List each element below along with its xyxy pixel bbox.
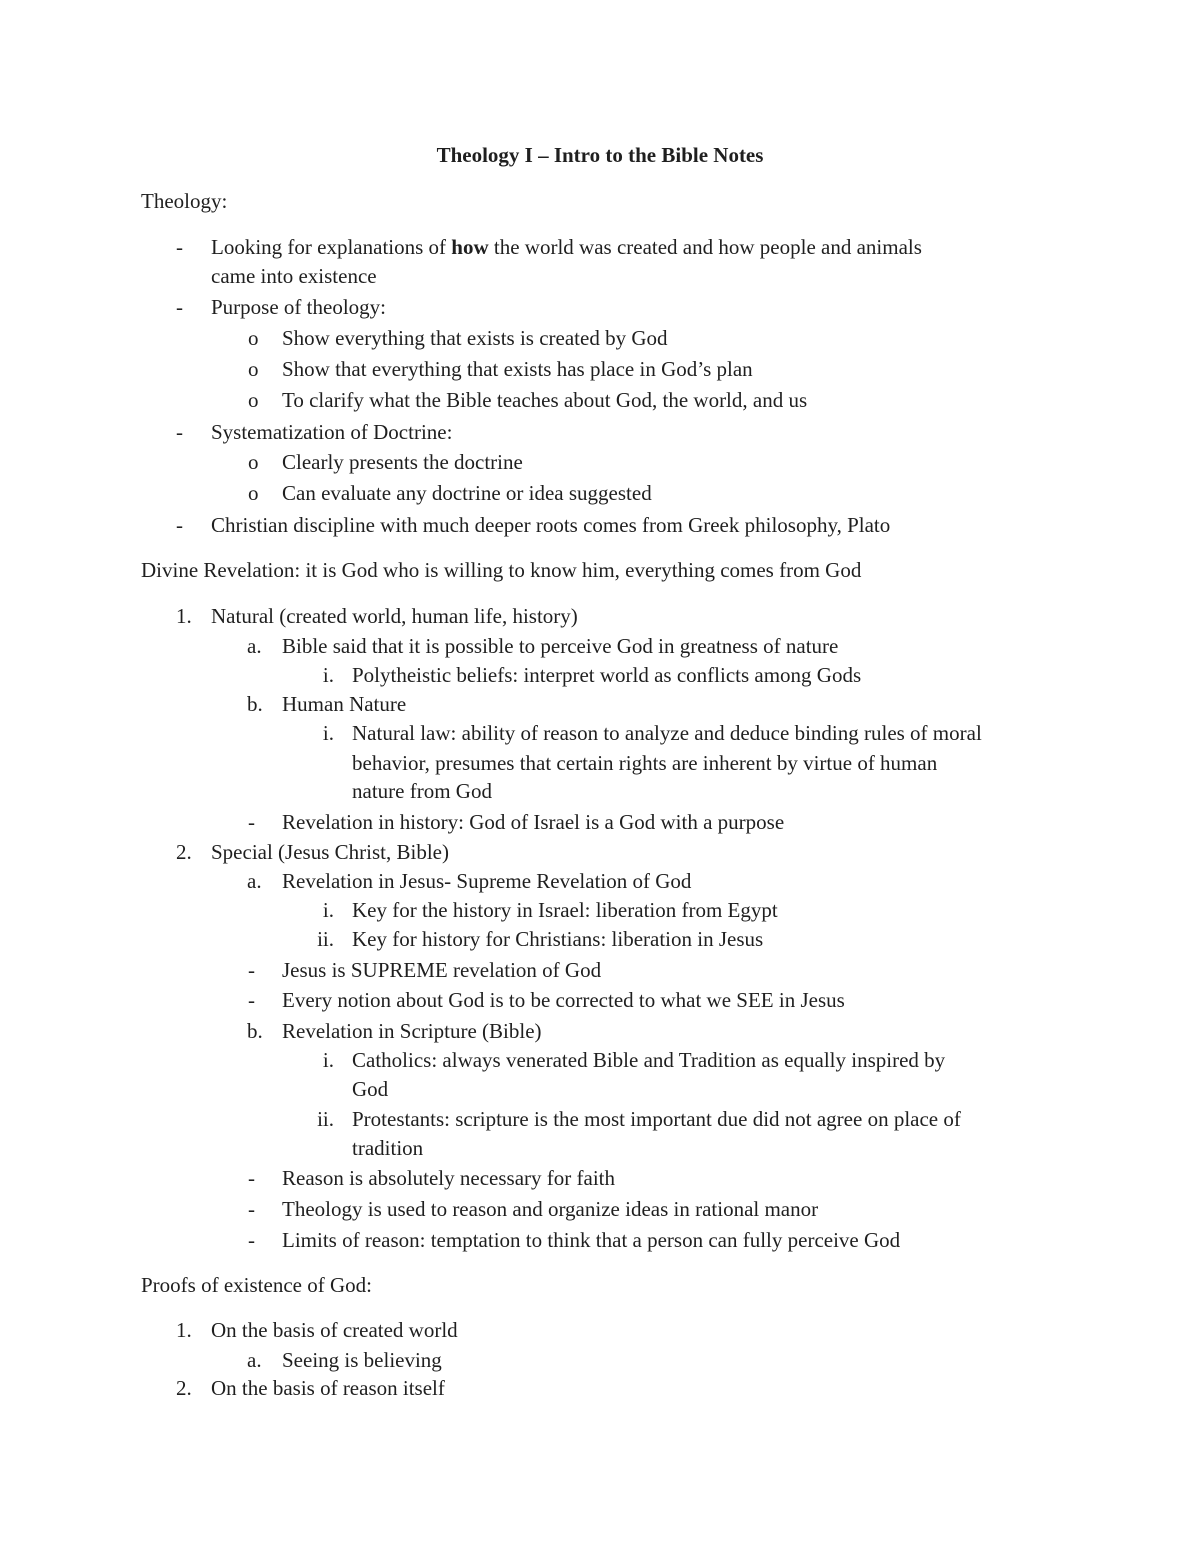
list-item-continuation: behavior, presumes that certain rights are inherent by virtue of human (352, 751, 938, 775)
bullet-dash: - (176, 295, 183, 319)
bullet-circle: o (248, 450, 259, 474)
bullet-dash: - (176, 513, 183, 537)
list-item: Seeing is believing (282, 1348, 442, 1372)
list-item: Revelation in Scripture (Bible) (282, 1019, 542, 1043)
list-item: Systematization of Doctrine: (211, 420, 453, 444)
list-item: Limits of reason: temptation to think that a person can fully perceive God (282, 1228, 901, 1252)
list-roman: ii. (317, 1107, 334, 1131)
list-letter: b. (247, 692, 263, 716)
document-title: Theology I – Intro to the Bible Notes (436, 143, 764, 167)
list-item-continuation: God (352, 1077, 389, 1101)
list-number: 1. (176, 1318, 192, 1342)
list-letter: a. (247, 634, 262, 658)
bullet-dash: - (248, 1197, 255, 1221)
list-number: 1. (176, 604, 192, 628)
list-item: Protestants: scripture is the most important due did not agree on place of (352, 1107, 961, 1131)
list-item: Every notion about God is to be corrected to what we SEE in Jesus (282, 988, 845, 1012)
list-item: Clearly presents the doctrine (282, 450, 523, 474)
list-item: Christian discipline with much deeper roots comes from Greek philosophy, Plato (211, 513, 891, 537)
list-item-continuation: nature from God (352, 779, 492, 803)
list-letter: a. (247, 1348, 262, 1372)
bullet-dash: - (248, 1228, 255, 1252)
list-item: Revelation in Jesus- Supreme Revelation of God (282, 869, 692, 893)
list-number: 2. (176, 1376, 192, 1400)
list-letter: a. (247, 869, 262, 893)
list-item: Catholics: always venerated Bible and Tradition as equally inspired by (352, 1048, 946, 1072)
bullet-circle: o (248, 481, 259, 505)
list-item: On the basis of created world (211, 1318, 458, 1342)
list-item: Polytheistic beliefs: interpret world as conflicts among Gods (352, 663, 862, 687)
list-number: 2. (176, 840, 192, 864)
list-item-continuation: came into existence (211, 264, 377, 288)
section-heading-proofs: Proofs of existence of God: (141, 1273, 372, 1297)
bullet-dash: - (176, 420, 183, 444)
list-roman: i. (322, 1048, 334, 1072)
list-item: Bible said that it is possible to perceive God in greatness of nature (282, 634, 839, 658)
list-item: Revelation in history: God of Israel is a God with a purpose (282, 810, 785, 834)
list-roman: ii. (317, 927, 334, 951)
list-roman: i. (322, 721, 334, 745)
list-item: Theology is used to reason and organize ideas in rational manor (282, 1197, 819, 1221)
list-item: Natural law: ability of reason to analyze and deduce binding rules of moral (352, 721, 982, 745)
list-item: Show everything that exists is created by God (282, 326, 668, 350)
list-letter: b. (247, 1019, 263, 1043)
bullet-circle: o (248, 388, 259, 412)
list-item: Natural (created world, human life, history) (211, 604, 578, 628)
bullet-dash: - (248, 988, 255, 1012)
list-item: On the basis of reason itself (211, 1376, 445, 1400)
bullet-dash: - (248, 1166, 255, 1190)
list-item: Can evaluate any doctrine or idea suggested (282, 481, 652, 505)
bullet-dash: - (248, 958, 255, 982)
list-item: Key for the history in Israel: liberation from Egypt (352, 898, 778, 922)
bullet-circle: o (248, 326, 259, 350)
bullet-dash: - (248, 810, 255, 834)
bullet-circle: o (248, 357, 259, 381)
section-heading-theology: Theology: (141, 189, 228, 213)
list-roman: i. (322, 898, 334, 922)
emphasis-how: how (451, 235, 489, 259)
list-item: Special (Jesus Christ, Bible) (211, 840, 449, 864)
bullet-dash: - (176, 235, 183, 259)
list-item: To clarify what the Bible teaches about God, the world, and us (282, 388, 808, 412)
list-item: Jesus is SUPREME revelation of God (282, 958, 602, 982)
list-item: Show that everything that exists has place in God’s plan (282, 357, 753, 381)
section-heading-revelation: Divine Revelation: it is God who is willing to know him, everything comes from God (141, 558, 862, 582)
list-item: Human Nature (282, 692, 407, 716)
list-item: Purpose of theology: (211, 295, 386, 319)
list-item: Reason is absolutely necessary for faith (282, 1166, 615, 1190)
list-item-continuation: tradition (352, 1136, 424, 1160)
list-item: Looking for explanations of how the world was created and how people and animals (211, 235, 922, 259)
list-item: Key for history for Christians: liberation in Jesus (352, 927, 764, 951)
list-roman: i. (322, 663, 334, 687)
